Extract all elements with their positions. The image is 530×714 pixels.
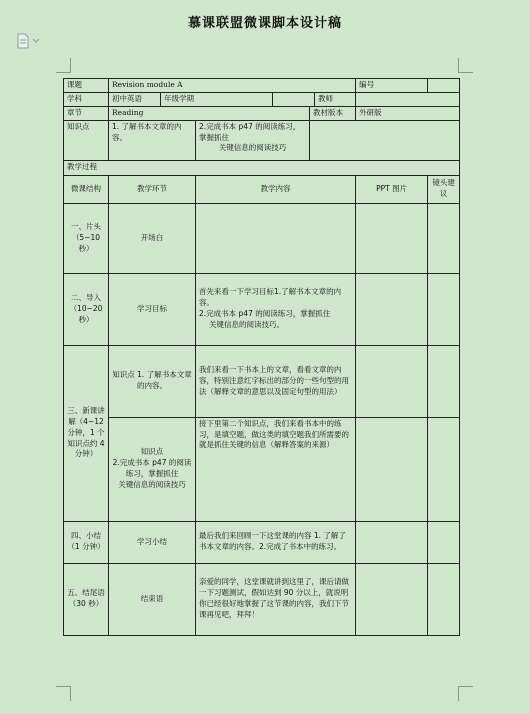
row-lesson-stage-b-line1: 知识点 — [140, 447, 164, 457]
edition-label: 教材版本 — [310, 106, 356, 120]
header-ppt: PPT 图片 — [356, 175, 428, 203]
row-opening-stage: 开场白 — [109, 203, 196, 273]
row-intro-ppt[interactable] — [356, 273, 428, 345]
row-summary-stage: 学习小结 — [109, 521, 196, 563]
page-corner-mark — [56, 58, 71, 73]
row-intro-content-line3: 关键信息的阅读技巧。 — [209, 320, 284, 329]
row-summary-ppt[interactable] — [356, 521, 428, 563]
knowledge-point-2-line2: 关键信息的阅读技巧 — [218, 143, 287, 153]
grade-label: 年级学期 — [161, 92, 273, 106]
header-camera: 镜头建议 — [428, 175, 460, 203]
edition-value[interactable]: 外研版 — [356, 106, 460, 120]
row-lesson-ppt-a[interactable] — [356, 345, 428, 417]
document-title: 慕课联盟微课脚本设计稿 — [187, 16, 342, 31]
row-ending-structure: 五、结尾语（30 秒） — [64, 563, 109, 635]
row-intro-stage: 学习目标 — [109, 273, 196, 345]
number-value[interactable] — [428, 79, 460, 93]
header-stage: 教学环节 — [109, 175, 196, 203]
knowledge-point-label: 知识点 — [64, 120, 109, 160]
row-ending-camera[interactable] — [428, 563, 460, 635]
row-lesson-structure: 三、新课讲解（4~12 分钟，1 个知识点约 4 分钟） — [64, 345, 109, 521]
grade-value[interactable] — [273, 92, 315, 106]
row-opening-camera[interactable] — [428, 203, 460, 273]
row-lesson-stage-b-line2: 2.完成书本 p47 的阅读练习，掌握抓住 — [112, 458, 192, 479]
subject-value[interactable]: 初中英语 — [109, 92, 161, 106]
number-label: 编号 — [356, 79, 428, 93]
knowledge-point-2-line1: 2.完成书本 p47 的阅读练习，掌握抓住 — [199, 121, 301, 142]
row-lesson-stage-a: 知识点 1. 了解书本文章的内容。 — [109, 345, 196, 417]
script-design-table — [63, 78, 460, 636]
document-icon[interactable] — [17, 33, 43, 49]
knowledge-point-1[interactable]: 1. 了解书本文章的内容。 — [109, 120, 196, 160]
subject-label: 学科 — [64, 92, 109, 106]
row-intro-content-line2: 2.完成书本 p47 的阅读练习，掌握抓住 — [199, 309, 331, 319]
row-intro-structure: 二、导入（10~20 秒） — [64, 273, 109, 345]
row-intro-camera[interactable] — [428, 273, 460, 345]
chapter-value[interactable]: Reading — [109, 106, 310, 120]
row-summary-camera[interactable] — [428, 521, 460, 563]
row-opening-ppt[interactable] — [356, 203, 428, 273]
knowledge-point-2[interactable] — [196, 120, 310, 160]
row-opening-content[interactable] — [196, 203, 356, 273]
chapter-label: 章节 — [64, 106, 109, 120]
page-corner-mark — [458, 58, 473, 73]
row-lesson-content-b[interactable]: 接下里第二个知识点，我们来看书本中的练习，是填空题，做这类的填空题我们所需要的就是抓住关键的信息（解释答案的来源） — [196, 417, 356, 521]
row-lesson-camera-b[interactable] — [428, 417, 460, 521]
row-intro-content-line1: 首先来看一下学习目标1.了解书本文章的内容。 — [199, 287, 342, 308]
teacher-label: 教师 — [315, 92, 356, 106]
topic-label: 课题 — [64, 79, 109, 93]
teaching-process-label: 教学过程 — [64, 160, 460, 175]
row-opening-structure: 一、片头（5~10 秒） — [64, 203, 109, 273]
row-lesson-camera-a[interactable] — [428, 345, 460, 417]
row-intro-content[interactable] — [196, 273, 356, 345]
page-corner-mark — [458, 686, 473, 701]
page-corner-mark — [56, 686, 71, 701]
row-ending-ppt[interactable] — [356, 563, 428, 635]
row-ending-stage: 结束语 — [109, 563, 196, 635]
knowledge-point-extra[interactable] — [310, 120, 460, 160]
row-summary-structure: 四、小结（1 分钟） — [64, 521, 109, 563]
topic-value[interactable]: Revision module A — [109, 79, 356, 93]
header-content: 教学内容 — [196, 175, 356, 203]
header-structure: 微课结构 — [64, 175, 109, 203]
teacher-value[interactable] — [356, 92, 460, 106]
row-lesson-stage-b — [109, 417, 196, 521]
row-summary-content[interactable]: 最后我们来回顾一下这堂课的内容 1. 了解了书本文章的内容。2.完成了书本中的练习。 — [196, 521, 356, 563]
row-lesson-ppt-b[interactable] — [356, 417, 428, 521]
row-lesson-content-a[interactable]: 我们来看一下书本上的文章，看看文章的内容，特别注意红字标出的部分的一些句型的用法（解释文章的意思以及固定句型的用法） — [196, 345, 356, 417]
row-ending-content[interactable]: 亲爱的同学，这堂课就讲到这里了，课后请做一下习题测试，假如达到 90 分以上，就说明你已经很好地掌握了这节课的内容，我们下节课再见吧，拜拜！ — [196, 563, 356, 635]
row-lesson-stage-b-line3: 关键信息的阅读技巧 — [118, 480, 186, 489]
